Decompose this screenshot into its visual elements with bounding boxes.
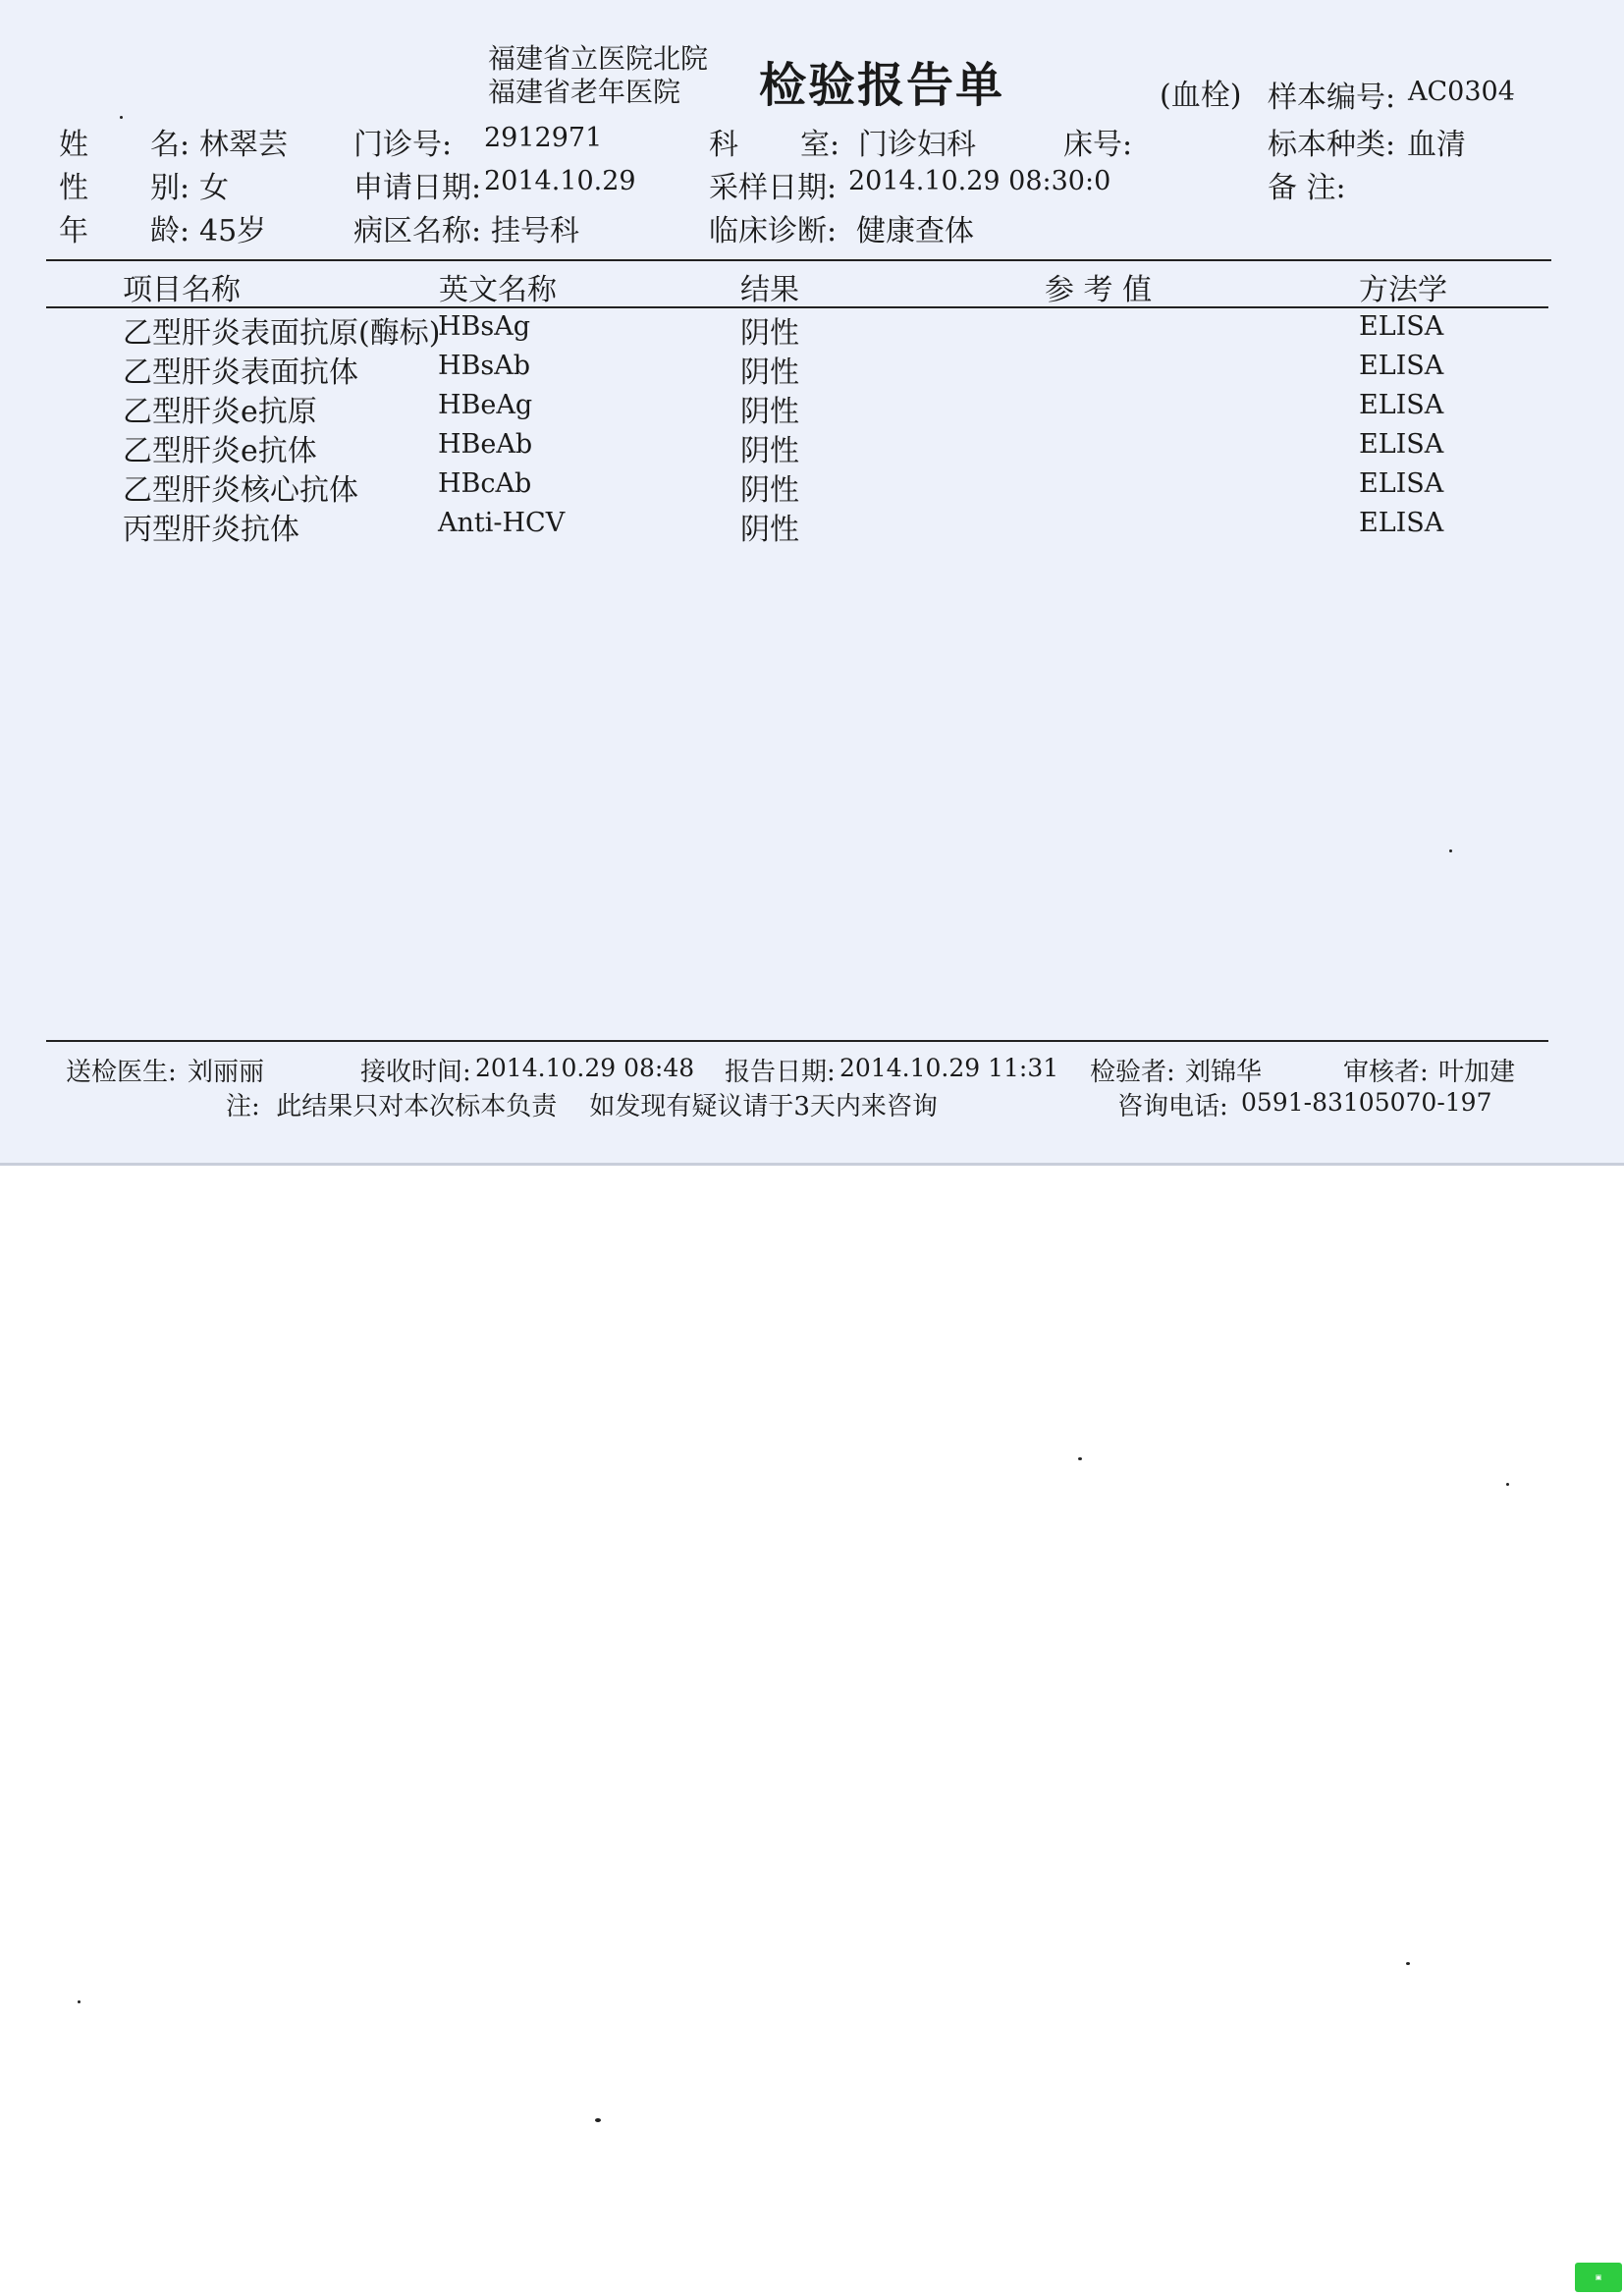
ward-label: 病区名称: [353,214,482,248]
english-name: HBcAb [438,468,532,499]
name-label-1: 姓 [59,128,88,162]
ward: 挂号科 [491,214,579,248]
received-label: 接收时间: [360,1058,471,1087]
header-result: 结果 [740,273,799,307]
item-name: 丙型肝炎抗体 [123,513,299,547]
sex-label-1: 性 [59,171,88,205]
english-name: Anti-HCV [438,508,566,538]
scan-speck [595,2118,601,2122]
age-label-1: 年 [59,214,88,248]
apply-date: 2014.10.29 [484,166,636,196]
reviewer-label: 审核者: [1343,1058,1429,1087]
english-name: HBeAb [438,429,533,460]
name-label-2: 名: [150,128,190,162]
patient-sex: 女 [199,171,229,205]
tester: 刘锦华 [1185,1058,1263,1087]
item-name: 乙型肝炎表面抗原(酶标) [123,316,441,351]
sample-no-label: 样本编号: [1268,81,1396,115]
result: 阴性 [740,316,799,351]
header-item-name: 项目名称 [123,273,241,307]
page-title: 检验报告单 [759,58,1005,113]
department: 门诊妇科 [858,128,976,162]
dept-label-1: 科 [709,128,738,162]
watermark-badge: ▣ [1575,2263,1622,2292]
phone-label: 咨询电话: [1117,1092,1228,1121]
method: ELISA [1359,429,1444,460]
apply-date-label: 申请日期: [353,171,482,205]
method: ELISA [1359,508,1444,538]
patient-age: 45岁 [199,214,267,248]
sample-date: 2014.10.29 08:30:0 [848,166,1111,196]
item-name: 乙型肝炎e抗原 [123,395,317,429]
method: ELISA [1359,390,1444,420]
specimen-type: 血清 [1407,128,1466,162]
doctor: 刘丽丽 [188,1058,265,1087]
clinic-no: 2912971 [484,123,603,153]
specimen-type-label: 标本种类: [1268,128,1396,162]
tester-label: 检验者: [1090,1058,1175,1087]
item-name: 乙型肝炎核心抗体 [123,473,358,508]
received-time: 2014.10.29 08:48 [475,1054,695,1082]
scan-speck [78,2000,81,2003]
header-reference: 参 考 值 [1045,273,1153,307]
diagnosis-label: 临床诊断: [709,214,838,248]
phone: 0591-83105070-197 [1241,1088,1492,1117]
scan-speck [1406,1962,1410,1965]
table-bottom-rule [46,1040,1548,1042]
reviewer: 叶加建 [1438,1058,1516,1087]
sex-label-2: 别: [150,171,190,205]
result: 阴性 [740,434,799,468]
result: 阴性 [740,473,799,508]
result: 阴性 [740,355,799,390]
scan-speck [1078,1457,1082,1460]
method: ELISA [1359,351,1444,381]
header-english-name: 英文名称 [439,273,557,307]
report-date-label: 报告日期: [725,1058,836,1087]
item-name: 乙型肝炎表面抗体 [123,355,358,390]
disclaimer-note: 注: 此结果只对本次标本负责 如发现有疑议请于3天内来咨询 [226,1092,938,1121]
scan-speck [1449,849,1452,852]
paper-edge [0,1163,1624,1166]
result: 阴性 [740,395,799,429]
sample-no: AC0304 [1408,77,1515,107]
scan-speck [1506,1483,1509,1486]
english-name: HBsAb [438,351,531,381]
diagnosis: 健康查体 [856,214,974,248]
sample-date-label: 采样日期: [709,171,838,205]
tube-type: (血栓) [1160,79,1242,113]
header-method: 方法学 [1359,273,1447,307]
doctor-label: 送检医生: [66,1058,177,1087]
dept-label-2: 室: [800,128,840,162]
result: 阴性 [740,513,799,547]
scan-speck [120,116,123,119]
hospital-name-line2: 福建省老年医院 [488,76,681,108]
clinic-no-label: 门诊号: [353,128,453,162]
item-name: 乙型肝炎e抗体 [123,434,317,468]
remark-label: 备 注: [1268,171,1346,205]
table-top-rule [46,259,1551,261]
method: ELISA [1359,311,1444,342]
report-date: 2014.10.29 11:31 [839,1054,1059,1082]
bed-label: 床号: [1063,128,1133,162]
english-name: HBeAg [438,390,533,420]
hospital-name-line1: 福建省立医院北院 [488,42,709,75]
age-label-2: 龄: [150,214,190,248]
method: ELISA [1359,468,1444,499]
english-name: HBsAg [438,311,531,342]
patient-name: 林翠芸 [199,128,288,162]
